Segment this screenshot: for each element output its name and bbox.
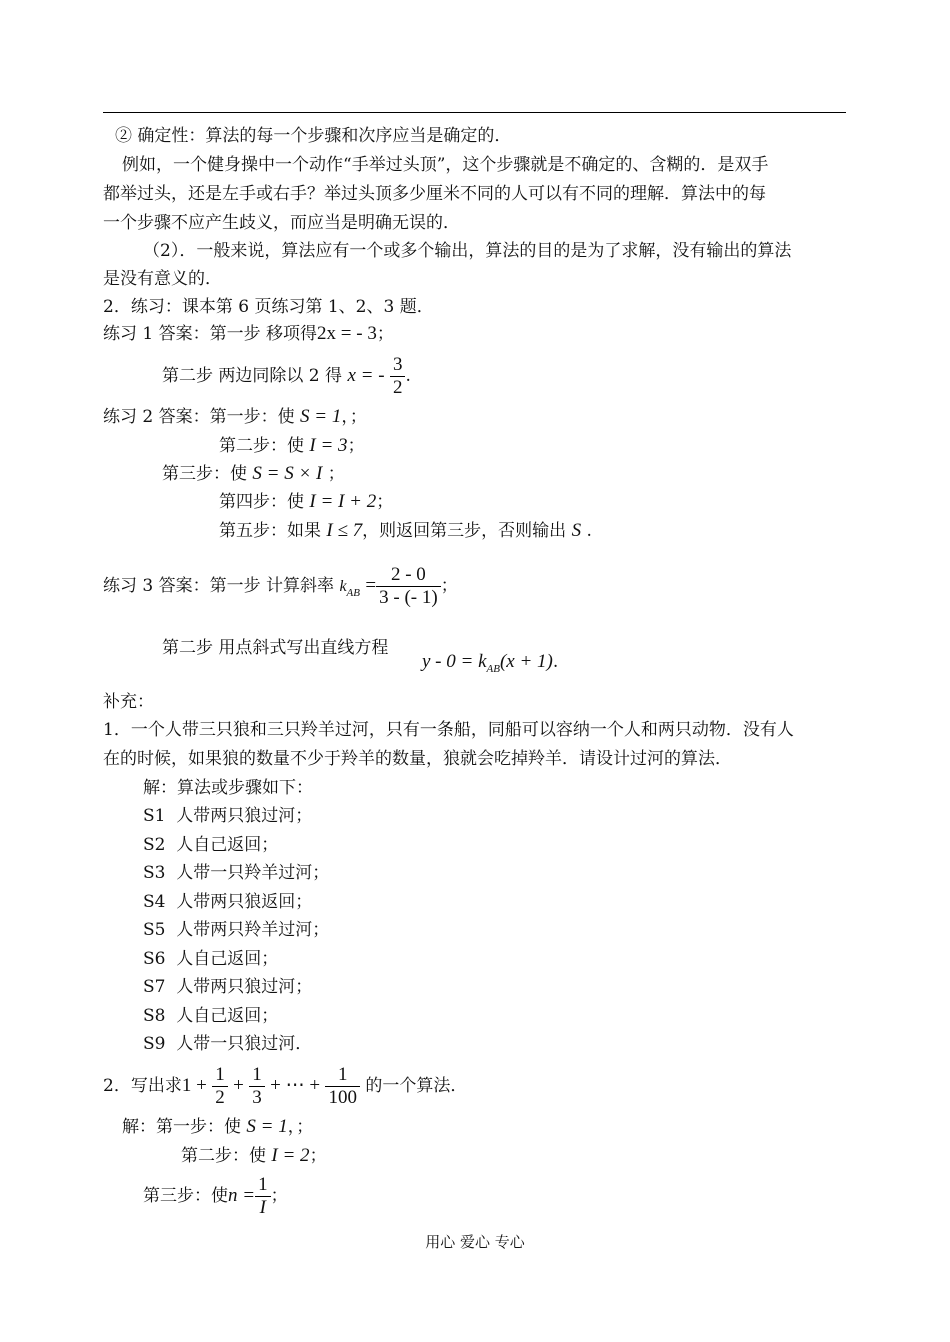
supplement-heading: 补充：	[103, 692, 154, 712]
exercise-3-step-1: 练习 3 答案：第一步 计算斜率 $k_{AB}$ = $\frac{2 - 0}{3 - (- 1)}$ ；	[103, 564, 458, 608]
fraction: $\frac{1}{100}$	[325, 1064, 360, 1109]
exercise-2-step-3: 第三步：使 S = S × I ；	[162, 463, 345, 484]
problem-2: 2．写出求1 + $\frac{1}{2}$ + $\frac{1}{3}$ + ⋯ + $\frac{1}{100}$ 的一个算法．	[103, 1064, 468, 1108]
fraction: $\frac{3}{2}$	[390, 354, 406, 399]
problem-2-step-1: 解：第一步：使 S = 1，；	[122, 1116, 314, 1137]
step-item: S2 人自己返回；	[143, 835, 279, 855]
text-line: 1．一个人带三只狼和三只羚羊过河，只有一条船，同船可以容纳一个人和两只动物．没有人	[103, 720, 794, 740]
problem-2-step-2: 第二步：使 I = 2；	[181, 1145, 327, 1166]
step-item: S6 人自己返回；	[143, 949, 279, 969]
exercise-2-step-5: 第五步：如果 I ≤ 7，则返回第三步，否则输出 S .	[219, 520, 592, 541]
fraction: $\frac{2 - 0}{3 - (- 1)}$	[376, 564, 441, 609]
exercise-1-step-1: 练习 1 答案：第一步 移项得2x = - 3；	[103, 323, 394, 344]
text-line: 解：算法或步骤如下：	[143, 778, 313, 798]
exercise-3-equation: $y - 0 = k_{AB}(x + 1)$.	[422, 651, 559, 675]
exercise-2-step-1: 练习 2 答案：第一步：使 S = 1，；	[103, 406, 367, 427]
fraction: $\frac{1}{I}$	[255, 1174, 271, 1219]
text-line: ② 确定性：算法的每一个步骤和次序应当是确定的．	[115, 126, 512, 146]
fraction: $\frac{1}{2}$	[212, 1064, 228, 1109]
step-item: S3 人带一只羚羊过河；	[143, 863, 330, 883]
fraction: $\frac{1}{3}$	[249, 1064, 265, 1109]
problem-2-step-3: 第三步：使n = $\frac{1}{I}$ ；	[143, 1174, 288, 1218]
text-line: 在的时候，如果狼的数量不少于羚羊的数量，狼就会吃掉羚羊．请设计过河的算法．	[103, 749, 732, 769]
exercise-3-step-2: 第二步 用点斜式写出直线方程	[162, 638, 389, 658]
text-line: （2）．一般来说，算法应有一个或多个输出，算法的目的是为了求解，没有输出的算法	[143, 241, 792, 261]
text-line: 例如，一个健身操中一个动作“手举过头顶”，这个步骤就是不确定的、含糊的．是双手	[122, 155, 769, 175]
step-item: S1 人带两只狼过河；	[143, 806, 313, 826]
exercise-2-step-2: 第二步：使 I = 3；	[219, 435, 365, 456]
text-line: 是没有意义的．	[103, 269, 222, 289]
text-line: 都举过头，还是左手或右手？举过头顶多少厘米不同的人可以有不同的理解．算法中的每	[103, 184, 766, 204]
step-item: S5 人带两只羚羊过河；	[143, 920, 330, 940]
exercise-1-step-2: 第二步 两边同除以 2 得 x = - $\frac{3}{2}$ .	[162, 354, 411, 398]
step-item: S9 人带一只狼过河．	[143, 1034, 313, 1054]
exercise-2-step-4: 第四步：使 I = I + 2；	[219, 491, 394, 512]
text-line: 一个步骤不应产生歧义，而应当是明确无误的．	[103, 213, 460, 233]
step-item: S8 人自己返回；	[143, 1006, 279, 1026]
header-rule	[103, 112, 846, 113]
step-item: S4 人带两只狼返回；	[143, 892, 313, 912]
step-item: S7 人带两只狼过河；	[143, 977, 313, 997]
page-footer: 用心 爱心 专心	[425, 1233, 525, 1251]
text-line: 2．练习：课本第 6 页练习第 1、2、3 题．	[103, 297, 434, 317]
